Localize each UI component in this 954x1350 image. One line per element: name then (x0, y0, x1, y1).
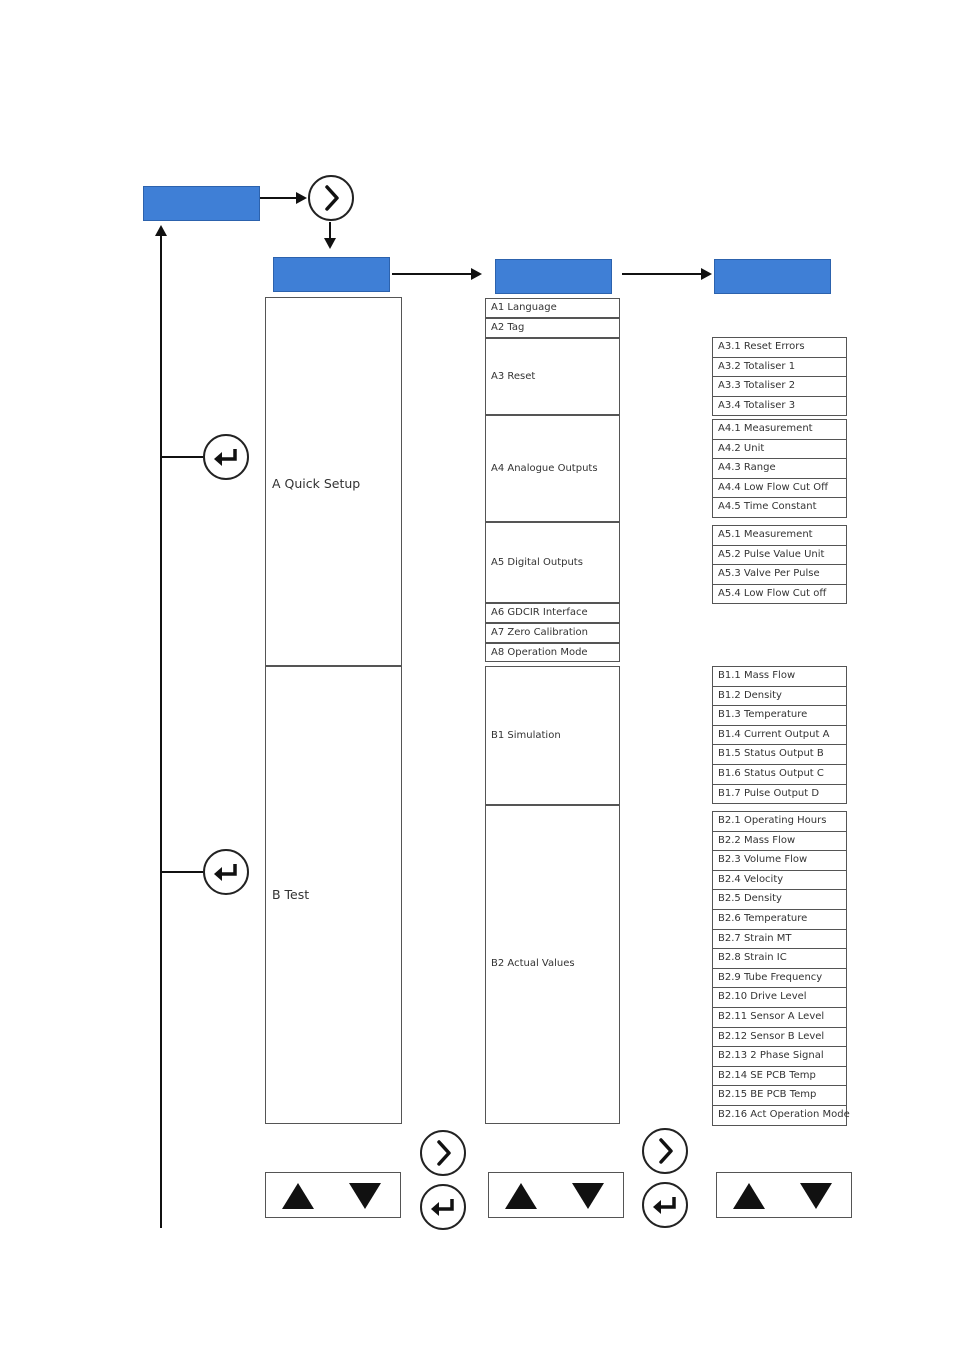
return-arrow-up (155, 225, 167, 236)
submenu-item-label: B2.1 Operating Hours (718, 815, 827, 826)
submenu-item-b2[interactable] (712, 1085, 847, 1106)
submenu-item-label: A3.4 Totaliser 3 (718, 399, 796, 411)
submenu-item-a4[interactable] (712, 458, 847, 479)
submenu-item-label: A4.2 Unit (718, 442, 765, 454)
menu-a2[interactable] (485, 318, 620, 338)
submenu-item-b1[interactable] (712, 686, 847, 707)
triangle-up-icon[interactable] (733, 1183, 765, 1209)
menu-a1-label: A1 Language (491, 302, 557, 313)
submenu-item-b1[interactable] (712, 666, 847, 687)
submenu-item-label: B2.9 Tube Frequency (718, 971, 823, 983)
submenu-item-label: B2.16 Act Operation Mode (718, 1109, 850, 1120)
enter-icon[interactable] (420, 1184, 466, 1230)
menu-b1-label: B1 Simulation (491, 730, 561, 741)
enter-icon[interactable] (203, 849, 249, 895)
menu-a6[interactable] (485, 603, 620, 623)
connector-line (622, 273, 702, 275)
submenu-item-b2[interactable] (712, 1105, 850, 1126)
submenu-item-b1[interactable] (712, 705, 847, 726)
submenu-item-label: B1.1 Mass Flow (718, 670, 796, 681)
menu-a7[interactable] (485, 623, 620, 643)
submenu-item-label: B1.3 Temperature (718, 709, 808, 721)
submenu-item-label: A4.5 Time Constant (718, 501, 817, 513)
submenu-item-a5[interactable] (712, 525, 847, 546)
submenu-item-b2[interactable] (712, 811, 847, 832)
submenu-item-b2[interactable] (712, 1027, 847, 1048)
submenu-item-a4[interactable] (712, 439, 847, 460)
submenu-item-a4[interactable] (712, 478, 847, 499)
submenu-item-b2[interactable] (712, 1046, 847, 1067)
enter-icon[interactable] (642, 1182, 688, 1228)
submenu-item-label: B2.13 2 Phase Signal (718, 1050, 824, 1062)
submenu-item-a3[interactable] (712, 357, 847, 378)
menu-a1[interactable] (485, 298, 620, 318)
submenu-item-label: A4.4 Low Flow Cut Off (718, 481, 828, 493)
menu-a2-label: A2 Tag (491, 322, 525, 333)
return-branch (161, 871, 203, 873)
connector-arrow (324, 238, 336, 249)
submenu-item-b2[interactable] (712, 987, 847, 1008)
submenu-item-b2[interactable] (712, 1007, 847, 1028)
submenu-item-label: B2.4 Velocity (718, 873, 784, 885)
submenu-item-label: A5.3 Valve Per Pulse (718, 568, 820, 580)
triangle-down-icon[interactable] (800, 1183, 832, 1209)
connector-arrow (701, 268, 712, 280)
triangle-down-icon[interactable] (349, 1183, 381, 1209)
triangle-down-icon[interactable] (572, 1183, 604, 1209)
column-header-box-2 (495, 259, 612, 294)
submenu-item-b2[interactable] (712, 870, 847, 891)
submenu-item-b2[interactable] (712, 850, 847, 871)
next-chevron-icon[interactable] (642, 1128, 688, 1174)
menu-a5[interactable] (485, 522, 620, 603)
return-line (160, 234, 162, 1228)
menu-b2[interactable] (485, 805, 620, 1124)
submenu-item-a5[interactable] (712, 545, 847, 566)
connector-arrow (471, 268, 482, 280)
next-chevron-icon[interactable] (308, 175, 354, 221)
connector-line (392, 273, 472, 275)
submenu-item-b2[interactable] (712, 968, 847, 989)
submenu-item-label: A5.1 Measurement (718, 529, 813, 540)
submenu-item-label: B2.14 SE PCB Temp (718, 1069, 816, 1081)
submenu-item-label: B2.11 Sensor A Level (718, 1011, 825, 1022)
submenu-item-label: B2.15 BE PCB Temp (718, 1089, 817, 1101)
submenu-item-b1[interactable] (712, 725, 847, 746)
submenu-item-label: B1.7 Pulse Output D (718, 787, 820, 799)
submenu-item-label: A4.1 Measurement (718, 423, 813, 434)
connector-line (260, 197, 297, 199)
submenu-item-b2[interactable] (712, 929, 847, 950)
submenu-item-b2[interactable] (712, 889, 847, 910)
menu-a-label: A Quick Setup (272, 476, 361, 491)
submenu-item-label: B2.6 Temperature (718, 913, 808, 924)
submenu-item-label: B1.6 Status Output C (718, 768, 824, 779)
menu-a5-label: A5 Digital Outputs (491, 557, 583, 568)
menu-a6-label: A6 GDCIR Interface (491, 607, 588, 618)
menu-b-test[interactable] (265, 666, 402, 1124)
submenu-item-b1[interactable] (712, 784, 847, 805)
submenu-item-a3[interactable] (712, 396, 847, 417)
submenu-item-label: B2.12 Sensor B Level (718, 1030, 825, 1042)
triangle-up-icon[interactable] (282, 1183, 314, 1209)
submenu-item-a5[interactable] (712, 564, 847, 585)
submenu-item-label: B2.10 Drive Level (718, 991, 807, 1003)
submenu-item-a4[interactable] (712, 497, 847, 518)
submenu-item-a3[interactable] (712, 337, 847, 358)
menu-a8[interactable] (485, 643, 620, 662)
submenu-item-label: A4.3 Range (718, 462, 776, 474)
nav-keys-column-1 (265, 1172, 401, 1218)
submenu-item-label: B1.4 Current Output A (718, 728, 830, 740)
menu-a7-label: A7 Zero Calibration (491, 627, 588, 638)
menu-a4-label: A4 Analogue Outputs (491, 463, 598, 474)
submenu-item-b2[interactable] (712, 1066, 847, 1087)
submenu-item-label: B2.7 Strain MT (718, 932, 792, 944)
submenu-item-label: A3.2 Totaliser 1 (718, 360, 796, 372)
submenu-item-label: B1.5 Status Output B (718, 748, 824, 760)
column-header-box-1 (273, 257, 390, 292)
triangle-up-icon[interactable] (505, 1183, 537, 1209)
measuring-mode-box (143, 186, 260, 221)
submenu-item-b2[interactable] (712, 909, 847, 930)
menu-b-label: B Test (272, 887, 310, 902)
menu-a4[interactable] (485, 415, 620, 522)
submenu-item-label: B2.2 Mass Flow (718, 834, 796, 846)
submenu-item-b1[interactable] (712, 744, 847, 765)
submenu-item-a3[interactable] (712, 376, 847, 397)
submenu-item-a5[interactable] (712, 584, 847, 605)
submenu-item-b2[interactable] (712, 831, 847, 852)
submenu-item-label: B2.3 Volume Flow (718, 854, 808, 866)
column-header-box-3 (714, 259, 831, 294)
nav-keys-column-3 (716, 1172, 852, 1218)
submenu-item-label: B2.8 Strain IC (718, 952, 787, 964)
submenu-item-label: A5.4 Low Flow Cut off (718, 587, 827, 599)
submenu-item-b1[interactable] (712, 764, 847, 785)
menu-b1[interactable] (485, 666, 620, 805)
menu-a-quick-setup[interactable] (265, 297, 402, 666)
submenu-item-a4[interactable] (712, 419, 847, 440)
submenu-item-label: B2.5 Density (718, 893, 782, 905)
menu-a3-label: A3 Reset (491, 371, 536, 382)
enter-icon[interactable] (203, 434, 249, 480)
nav-keys-column-2 (488, 1172, 624, 1218)
return-branch (161, 456, 203, 458)
menu-a8-label: A8 Operation Mode (491, 647, 588, 658)
menu-b2-label: B2 Actual Values (491, 958, 575, 969)
submenu-item-label: B1.2 Density (718, 689, 782, 701)
next-chevron-icon[interactable] (420, 1130, 466, 1176)
connector-arrow (296, 192, 307, 204)
submenu-item-b2[interactable] (712, 948, 847, 969)
submenu-item-label: A5.2 Pulse Value Unit (718, 548, 825, 560)
submenu-item-label: A3.1 Reset Errors (718, 341, 805, 352)
submenu-item-label: A3.3 Totaliser 2 (718, 380, 796, 392)
menu-a3[interactable] (485, 338, 620, 415)
